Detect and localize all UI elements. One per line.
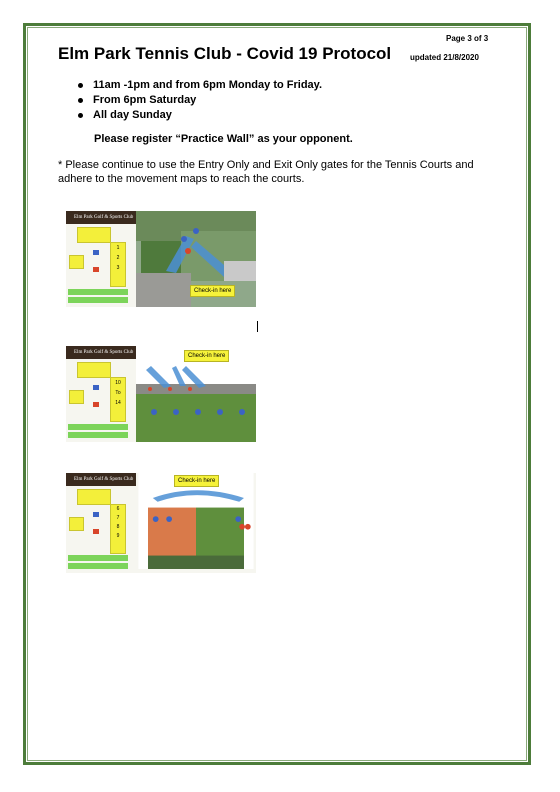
register-note: Please register “Practice Wall” as your opponent. bbox=[94, 133, 353, 145]
entry-marker bbox=[93, 385, 99, 390]
updated-date: updated 21/8/2020 bbox=[410, 53, 479, 62]
bullet-icon bbox=[78, 98, 83, 103]
checkin-label: Check-in here bbox=[174, 475, 219, 487]
info-strip bbox=[68, 432, 128, 438]
map-legend bbox=[77, 362, 111, 378]
entry-marker bbox=[93, 512, 99, 517]
club-banner: Elm Park Golf & Sports Club bbox=[66, 473, 136, 486]
info-strip bbox=[68, 563, 128, 569]
gates-box bbox=[69, 390, 84, 404]
gates-box bbox=[69, 517, 84, 531]
info-strip bbox=[68, 555, 128, 561]
movement-map-courts-6-9 bbox=[66, 473, 256, 573]
map-legend bbox=[77, 489, 111, 505]
text-cursor bbox=[257, 321, 258, 332]
club-banner: Elm Park Golf & Sports Club bbox=[66, 346, 136, 359]
document-title: Elm Park Tennis Club - Covid 19 Protocol bbox=[58, 44, 392, 63]
checkin-label: Check-in here bbox=[184, 350, 229, 362]
info-strip bbox=[68, 424, 128, 430]
gates-box bbox=[69, 255, 84, 269]
bullet-icon bbox=[78, 83, 83, 88]
page-number: Page 3 of 3 bbox=[446, 34, 489, 43]
checkin-label: Check-in here bbox=[190, 285, 235, 297]
bullet-icon bbox=[78, 113, 83, 118]
courts-list: 1 2 3 bbox=[110, 242, 126, 287]
entry-marker bbox=[93, 250, 99, 255]
hours-list bbox=[76, 78, 322, 123]
gates-note: * Please continue to use the Entry Only and Exit Only gates for the Tennis Courts and adhere to the movement maps to reach the courts. bbox=[58, 159, 474, 185]
club-banner: Elm Park Golf & Sports Club bbox=[66, 211, 136, 224]
movement-map-courts-10-14 bbox=[66, 346, 256, 442]
exit-marker bbox=[93, 402, 99, 407]
courts-list: 10 To 14 bbox=[110, 377, 126, 422]
aerial-photo bbox=[136, 473, 256, 569]
info-strip bbox=[68, 289, 128, 295]
list-item: 11am -1pm and from 6pm Monday to Friday. bbox=[76, 78, 322, 93]
info-strip bbox=[68, 297, 128, 303]
exit-marker bbox=[93, 267, 99, 272]
list-item: From 6pm Saturday bbox=[76, 93, 322, 108]
exit-marker bbox=[93, 529, 99, 534]
map-legend bbox=[77, 227, 111, 243]
courts-list: 6 7 8 9 bbox=[110, 504, 126, 554]
list-item: All day Sunday bbox=[76, 108, 322, 123]
movement-map-courts-1-3 bbox=[66, 211, 256, 307]
